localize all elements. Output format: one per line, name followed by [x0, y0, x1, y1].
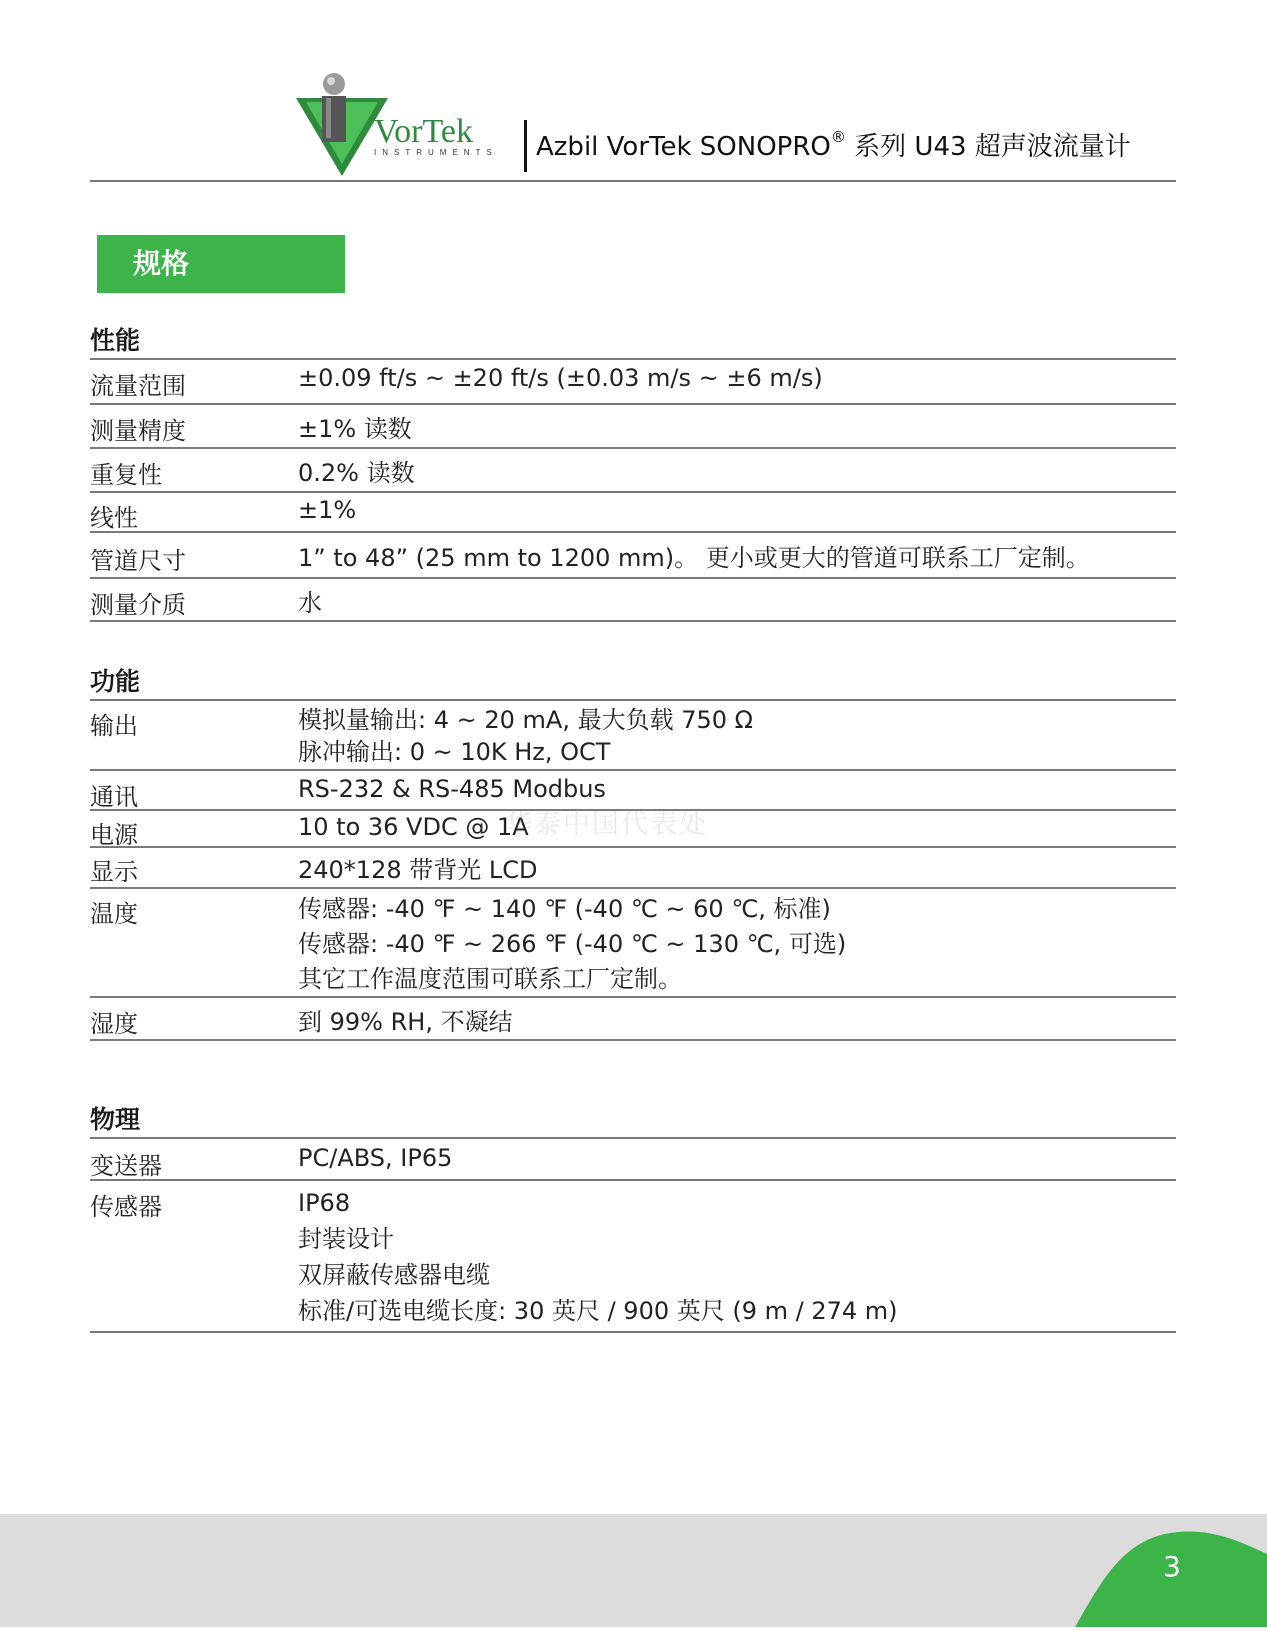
row-value: PC/ABS, IP65: [298, 1144, 453, 1172]
table-row: [90, 493, 1176, 533]
row-label: 测量精度: [90, 417, 186, 445]
footer-green-wave: [0, 1514, 1267, 1627]
row-value: 1” to 48” (25 mm to 1200 mm)。 更小或更大的管道可联系工厂定制。: [298, 544, 1090, 572]
page-footer: [0, 1514, 1267, 1627]
section-performance: [90, 326, 1176, 622]
row-value: ±1%: [298, 496, 357, 524]
section-function: [90, 667, 1176, 1041]
row-value: 传感器: -40 ℉ ~ 140 ℉ (-40 ℃ ~ 60 ℃, 标准) 传感器: -40 ℉ ~ 266 ℉ (-40 ℃ ~ 130 ℃, 可选) 其它工作温度范围可联系工厂定制。: [298, 895, 847, 993]
header-rule: [90, 180, 1176, 182]
logo-brand-text: VorTek: [374, 113, 473, 150]
section-title: 性能: [90, 326, 1176, 360]
row-label: 湿度: [90, 1010, 138, 1038]
table-row: [90, 701, 1176, 771]
table-row: [90, 405, 1176, 449]
page-header: [0, 0, 1267, 190]
logo-sub-text: INSTRUMENTS: [374, 148, 498, 157]
document-title: Azbil VorTek SONOPRO® 系列 U43 超声波流量计: [536, 128, 1131, 162]
row-label: 输出: [90, 712, 138, 740]
table-row: [90, 1181, 1176, 1333]
row-label: 传感器: [90, 1193, 162, 1221]
row-label: 变送器: [90, 1152, 162, 1180]
table-row: [90, 998, 1176, 1041]
row-label: 温度: [90, 900, 138, 928]
table-row: [90, 449, 1176, 493]
row-value: RS-232 & RS-485 Modbus: [298, 775, 606, 803]
row-value: ±0.09 ft/s ~ ±20 ft/s (±0.03 m/s ~ ±6 m/s): [298, 364, 823, 392]
row-label: 重复性: [90, 461, 162, 489]
section-title: 功能: [90, 667, 1176, 701]
row-label: 通讯: [90, 783, 138, 811]
row-value: 10 to 36 VDC @ 1A: [298, 813, 529, 841]
row-value: 水: [298, 589, 322, 617]
table-row: [90, 533, 1176, 579]
row-value: 到 99% RH, 不凝结: [298, 1008, 513, 1036]
table-row: [90, 889, 1176, 998]
watermark: 华泰中国代表处: [505, 809, 708, 840]
row-value: IP68 封装设计 双屏蔽传感器电缆 标准/可选电缆长度: 30 英尺 / 900 英尺 (9 m / 274 m): [298, 1189, 898, 1325]
section-physical: [90, 1105, 1176, 1333]
row-label: 流量范围: [90, 372, 186, 400]
row-value: 模拟量输出: 4 ~ 20 mA, 最大负载 750 Ω 脉冲输出: 0 ~ 10K Hz, OCT: [298, 706, 753, 766]
section-title: 物理: [90, 1105, 1176, 1139]
page-number: 3: [1163, 1550, 1181, 1583]
row-label: 显示: [90, 858, 138, 886]
vortek-logo: [296, 72, 520, 180]
row-value: 0.2% 读数: [298, 459, 415, 487]
table-row: [90, 360, 1176, 405]
spec-banner: 规格: [97, 235, 345, 293]
table-row: [90, 1139, 1176, 1181]
row-value: ±1% 读数: [298, 415, 412, 443]
header-divider: [524, 120, 527, 172]
trademark: ®: [830, 128, 846, 146]
row-value: 240*128 带背光 LCD: [298, 856, 538, 884]
row-label: 电源: [90, 821, 138, 849]
table-row: [90, 579, 1176, 622]
row-label: 管道尺寸: [90, 547, 186, 575]
row-label: 线性: [90, 504, 138, 532]
row-label: 测量介质: [90, 591, 186, 619]
table-row: [90, 848, 1176, 889]
